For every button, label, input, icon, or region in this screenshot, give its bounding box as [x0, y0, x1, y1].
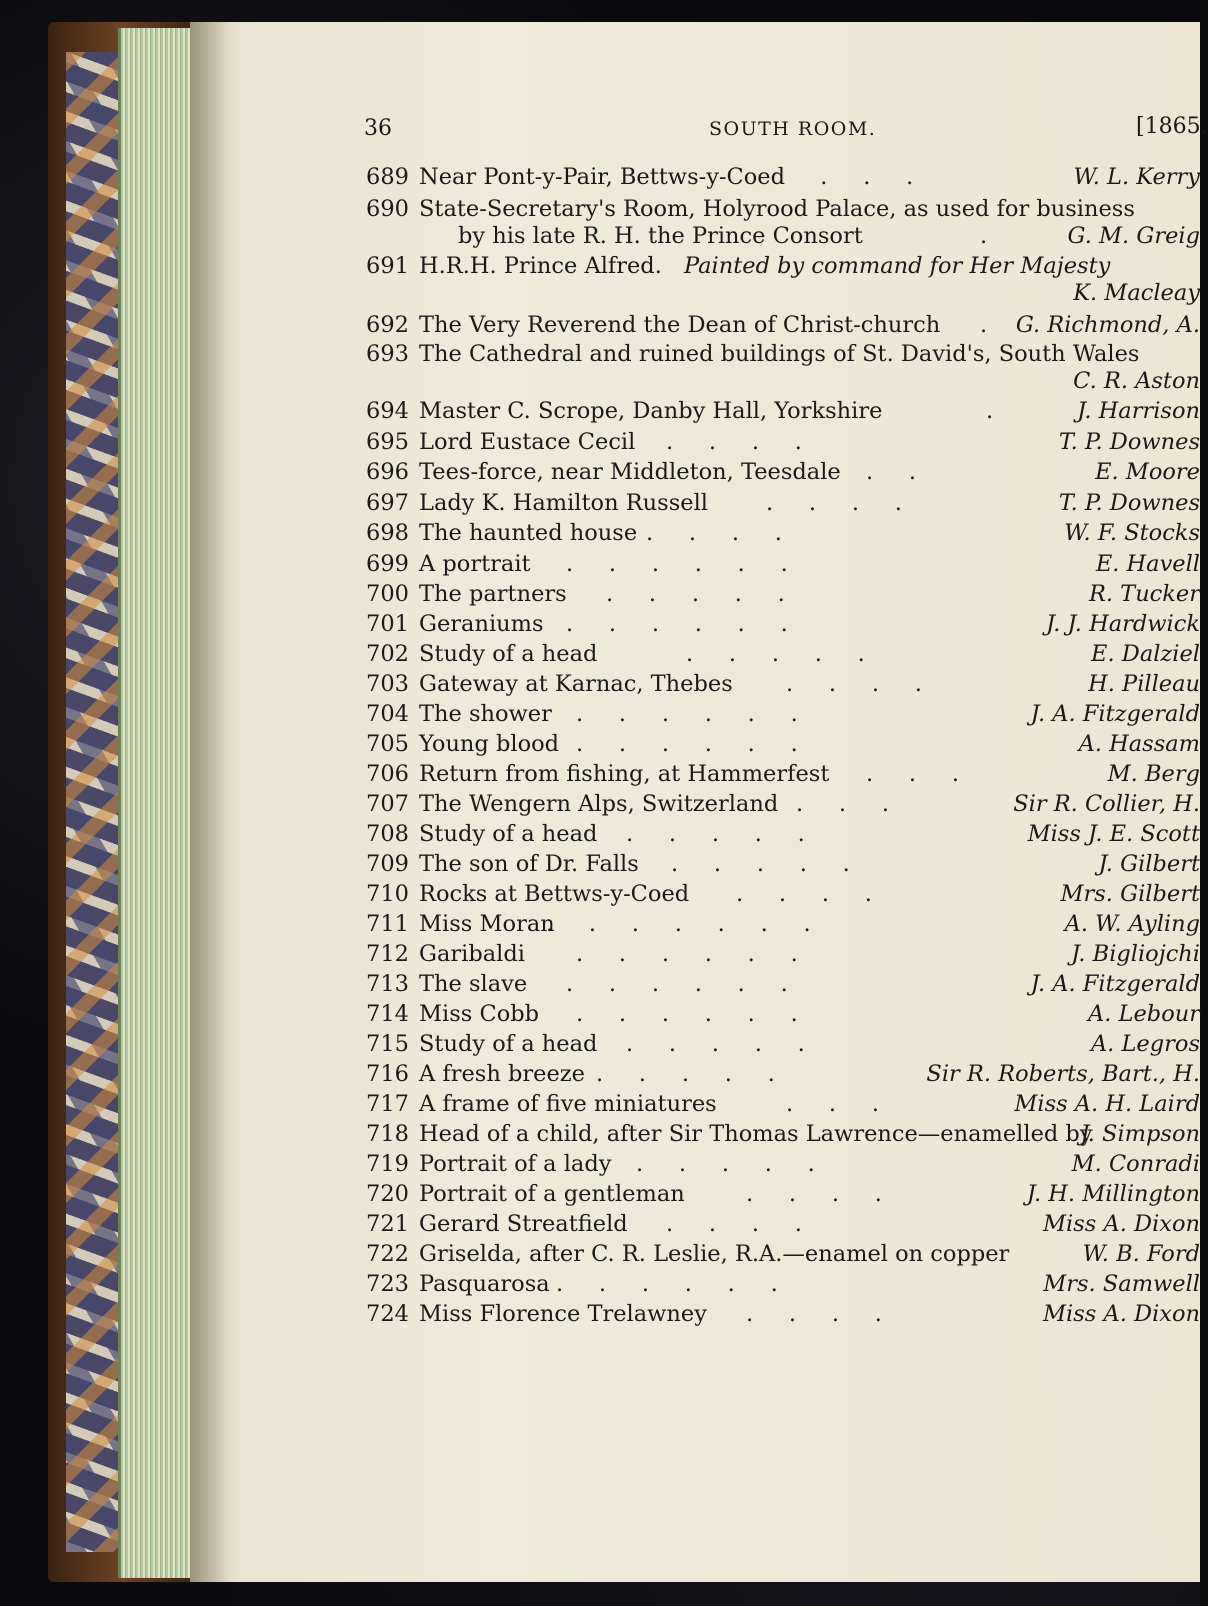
leader-dots: . . . . . .	[566, 971, 788, 997]
leader-dots: . . . . .	[626, 1031, 805, 1057]
list-item	[366, 341, 1200, 371]
entry-number: 712	[366, 941, 409, 967]
entry-number: 699	[366, 551, 409, 577]
entry-number: 713	[366, 971, 409, 997]
entry-artist: W. L. Kerry	[1073, 164, 1200, 190]
entry-artist: W. F. Stocks	[1064, 520, 1200, 546]
entry-number: 690	[366, 196, 409, 222]
entry-number: 718	[366, 1121, 409, 1147]
entry-title: Near Pont-y-Pair, Bettws-y-Coed	[419, 164, 786, 190]
entry-number: 714	[366, 1001, 409, 1027]
entry-number: 705	[366, 731, 409, 757]
list-item	[366, 1211, 1200, 1241]
entry-number: 698	[366, 520, 409, 546]
leader-dots: . . . . .	[686, 641, 865, 667]
list-item-continuation	[366, 223, 1200, 253]
leader-dots: .	[986, 398, 994, 424]
entry-artist: Miss A. Dixon	[1043, 1301, 1200, 1327]
entry-number: 697	[366, 490, 409, 516]
entry-title: Gerard Streatfield	[419, 1211, 628, 1237]
leader-dots: . . . . . .	[576, 1001, 798, 1027]
entry-artist: A. Hassam	[1078, 731, 1200, 757]
running-head: SOUTH ROOM.	[709, 118, 877, 140]
entry-artist: A. W. Ayling	[1064, 911, 1200, 937]
entry-artist: E. Dalziel	[1091, 641, 1200, 667]
marbled-endpaper	[66, 52, 122, 1552]
list-item	[366, 164, 1200, 194]
list-item	[366, 1181, 1200, 1211]
entry-artist: J. J. Hardwick	[1045, 611, 1200, 637]
leader-dots: . . . . . .	[576, 701, 798, 727]
entry-title: Young blood	[419, 731, 560, 757]
leader-dots: . . . .	[746, 1181, 882, 1207]
entry-artist: J. A. Fitzgerald	[1030, 701, 1200, 727]
leader-dots: . . . . . . .	[546, 911, 811, 937]
list-item	[366, 581, 1200, 611]
entry-title: Study of a head	[419, 641, 598, 667]
entry-title: The Cathedral and ruined buildings of St. David's, South Wales	[419, 341, 1140, 367]
entry-number: 694	[366, 398, 409, 424]
entry-title: Head of a child, after Sir Thomas Lawrence—enamelled by	[419, 1121, 1093, 1147]
leader-dots: . . . . .	[671, 851, 850, 877]
entry-title: Geraniums	[419, 611, 544, 637]
entry-artist: Miss A. Dixon	[1043, 1211, 1200, 1237]
entry-number: 723	[366, 1271, 409, 1297]
list-item	[366, 611, 1200, 641]
entry-title: The Very Reverend the Dean of Christ-church	[419, 312, 941, 338]
list-item	[366, 791, 1200, 821]
entry-artist: J. H. Millington	[1026, 1181, 1200, 1207]
leader-dots: . . . . .	[636, 1151, 815, 1177]
entry-number: 696	[366, 459, 409, 485]
entry-artist: R. Tucker	[1088, 581, 1200, 607]
entry-title: State-Secretary's Room, Holyrood Palace, as used for business	[419, 196, 1135, 222]
entry-number: 715	[366, 1031, 409, 1057]
list-item	[366, 1061, 1200, 1091]
list-item	[366, 821, 1200, 851]
entry-artist: Sir R. Roberts, Bart., H.	[926, 1061, 1200, 1087]
entry-artist: M. Berg	[1107, 761, 1200, 787]
entry-artist: Miss J. E. Scott	[1027, 821, 1200, 847]
entry-number: 716	[366, 1061, 409, 1087]
entry-artist: J. Gilbert	[1098, 851, 1200, 877]
leader-dots: . . . . . .	[566, 611, 788, 637]
entry-number: 703	[366, 671, 409, 697]
entry-number: 724	[366, 1301, 409, 1327]
entry-title: Rocks at Bettws-y-Coed	[419, 881, 690, 907]
entry-number: 692	[366, 312, 409, 338]
entry-title: Miss Florence Trelawney	[419, 1301, 707, 1327]
leader-dots: . .	[866, 459, 917, 485]
list-item	[366, 253, 1200, 283]
entry-title: Master C. Scrope, Danby Hall, Yorkshire	[419, 398, 883, 424]
entry-number: 695	[366, 429, 409, 455]
entry-title: Griselda, after C. R. Leslie, R.A.—enamel on copper	[419, 1241, 1010, 1267]
entry-title: Study of a head	[419, 1031, 598, 1057]
entry-note: Painted by command for Her Majesty	[684, 253, 1111, 279]
gutter-shadow	[190, 22, 230, 1582]
entry-number: 719	[366, 1151, 409, 1177]
entry-artist: A. Lebour	[1087, 1001, 1200, 1027]
leader-dots: . . . . .	[596, 1061, 775, 1087]
page-header	[364, 112, 1208, 152]
entry-artist: M. Conradi	[1071, 1151, 1200, 1177]
entry-artist: Sir R. Collier, H.	[1013, 791, 1200, 817]
entry-artist: C. R. Aston	[1073, 368, 1200, 394]
entry-number: 706	[366, 761, 409, 787]
entry-number: 693	[366, 341, 409, 367]
entry-title: Miss Cobb	[419, 1001, 540, 1027]
leader-dots: . . .	[866, 761, 959, 787]
leader-dots: . . . . . .	[566, 551, 788, 577]
entry-number: 691	[366, 253, 409, 279]
entry-title: Miss Moran	[419, 911, 555, 937]
entry-title: Study of a head	[419, 821, 598, 847]
leader-dots: . . . . . .	[556, 1271, 778, 1297]
entry-artist: J. Bigliojchi	[1071, 941, 1200, 967]
entry-number: 701	[366, 611, 409, 637]
entry-artist: W. B. Ford	[1082, 1241, 1200, 1267]
entry-title: Tees-force, near Middleton, Teesdale	[419, 459, 841, 485]
list-item-continuation	[366, 280, 1200, 310]
entry-title: The shower	[419, 701, 552, 727]
entry-title: The slave	[419, 971, 528, 997]
entry-number: 700	[366, 581, 409, 607]
list-item	[366, 551, 1200, 581]
list-item	[366, 1241, 1200, 1271]
leader-dots: . . . .	[786, 671, 922, 697]
entry-number: 707	[366, 791, 409, 817]
entry-title: Portrait of a lady	[419, 1151, 612, 1177]
leader-dots: . . .	[806, 164, 914, 190]
list-item	[366, 1271, 1200, 1301]
leader-dots: .	[980, 223, 988, 249]
leader-dots: . . . .	[646, 520, 782, 546]
leader-dots: .	[980, 312, 988, 338]
list-item	[366, 459, 1200, 489]
list-item	[366, 671, 1200, 701]
list-item	[366, 941, 1200, 971]
entry-title: Lady K. Hamilton Russell	[419, 490, 708, 516]
leader-dots: . . . .	[746, 1301, 882, 1327]
entry-title: Lord Eustace Cecil	[419, 429, 636, 455]
list-item	[366, 196, 1200, 226]
leader-dots: . . .	[796, 791, 889, 817]
year-marker: [1865.	[1136, 114, 1208, 139]
list-item	[366, 761, 1200, 791]
list-item-continuation	[366, 368, 1200, 398]
leader-dots: . . . .	[766, 490, 902, 516]
entry-number: 720	[366, 1181, 409, 1207]
leader-dots: . . . . . .	[576, 941, 798, 967]
entry-artist: Mrs. Gilbert	[1060, 881, 1200, 907]
list-item	[366, 520, 1200, 550]
entry-artist: Mrs. Samwell	[1043, 1271, 1200, 1297]
entry-artist: T. P. Downes	[1058, 429, 1200, 455]
entry-artist: T. P. Downes	[1058, 490, 1200, 516]
entry-number: 704	[366, 701, 409, 727]
entry-title: The Wengern Alps, Switzerland	[419, 791, 779, 817]
entry-number: 721	[366, 1211, 409, 1237]
list-item	[366, 971, 1200, 1001]
page-edges	[118, 28, 199, 1578]
leader-dots: . . . .	[666, 429, 802, 455]
entry-title: A frame of five miniatures	[419, 1091, 717, 1117]
list-item	[366, 881, 1200, 911]
entry-artist: Miss A. H. Laird	[1014, 1091, 1200, 1117]
list-item	[366, 731, 1200, 761]
leader-dots: . . . . . .	[576, 731, 798, 757]
entry-number: 689	[366, 164, 409, 190]
list-item	[366, 1301, 1200, 1331]
list-item	[366, 911, 1200, 941]
entry-title: Portrait of a gentleman	[419, 1181, 685, 1207]
list-item	[366, 1121, 1200, 1151]
entry-number: 717	[366, 1091, 409, 1117]
page-number: 36	[364, 116, 392, 141]
entry-number: 711	[366, 911, 409, 937]
entry-artist: J. A. Fitzgerald	[1030, 971, 1200, 997]
entry-title: A portrait	[419, 551, 531, 577]
entry-artist: J. Simpson	[1080, 1121, 1200, 1147]
entry-title-continuation: by his late R. H. the Prince Consort	[458, 223, 863, 249]
list-item	[366, 1151, 1200, 1181]
entry-title: H.R.H. Prince Alfred.	[419, 253, 662, 279]
leader-dots: . . . .	[736, 881, 872, 907]
list-item	[366, 701, 1200, 731]
list-item	[366, 851, 1200, 881]
entry-artist: K. Macleay	[1073, 280, 1200, 306]
list-item	[366, 490, 1200, 520]
entry-artist: E. Havell	[1095, 551, 1200, 577]
entry-artist: G. M. Greig	[1067, 223, 1200, 249]
entry-artist: A. Legros	[1090, 1031, 1200, 1057]
list-item	[366, 429, 1200, 459]
entry-number: 722	[366, 1241, 409, 1267]
list-item	[366, 1091, 1200, 1121]
entry-title: A fresh breeze	[419, 1061, 585, 1087]
list-item	[366, 641, 1200, 671]
entry-number: 702	[366, 641, 409, 667]
entry-title: Pasquarosa	[419, 1271, 550, 1297]
leader-dots: . . . . .	[606, 581, 785, 607]
entry-title: The partners	[419, 581, 567, 607]
leader-dots: . . . .	[666, 1211, 802, 1237]
list-item	[366, 1001, 1200, 1031]
entry-title: Garibaldi	[419, 941, 525, 967]
entry-artist: E. Moore	[1095, 459, 1200, 485]
entry-number: 710	[366, 881, 409, 907]
entry-artist: G. Richmond, A.	[1015, 312, 1200, 338]
entry-artist: H. Pilleau	[1088, 671, 1200, 697]
entry-number: 708	[366, 821, 409, 847]
entry-artist: J. Harrison	[1077, 398, 1200, 424]
leader-dots: . . .	[786, 1091, 879, 1117]
entry-title: Gateway at Karnac, Thebes	[419, 671, 733, 697]
leader-dots: . . . . .	[626, 821, 805, 847]
list-item	[366, 398, 1200, 428]
entry-title: The haunted house	[419, 520, 638, 546]
list-item	[366, 312, 1200, 342]
list-item	[366, 1031, 1200, 1061]
entry-title: The son of Dr. Falls	[419, 851, 639, 877]
entry-number: 709	[366, 851, 409, 877]
entry-title: Return from fishing, at Hammerfest	[419, 761, 830, 787]
